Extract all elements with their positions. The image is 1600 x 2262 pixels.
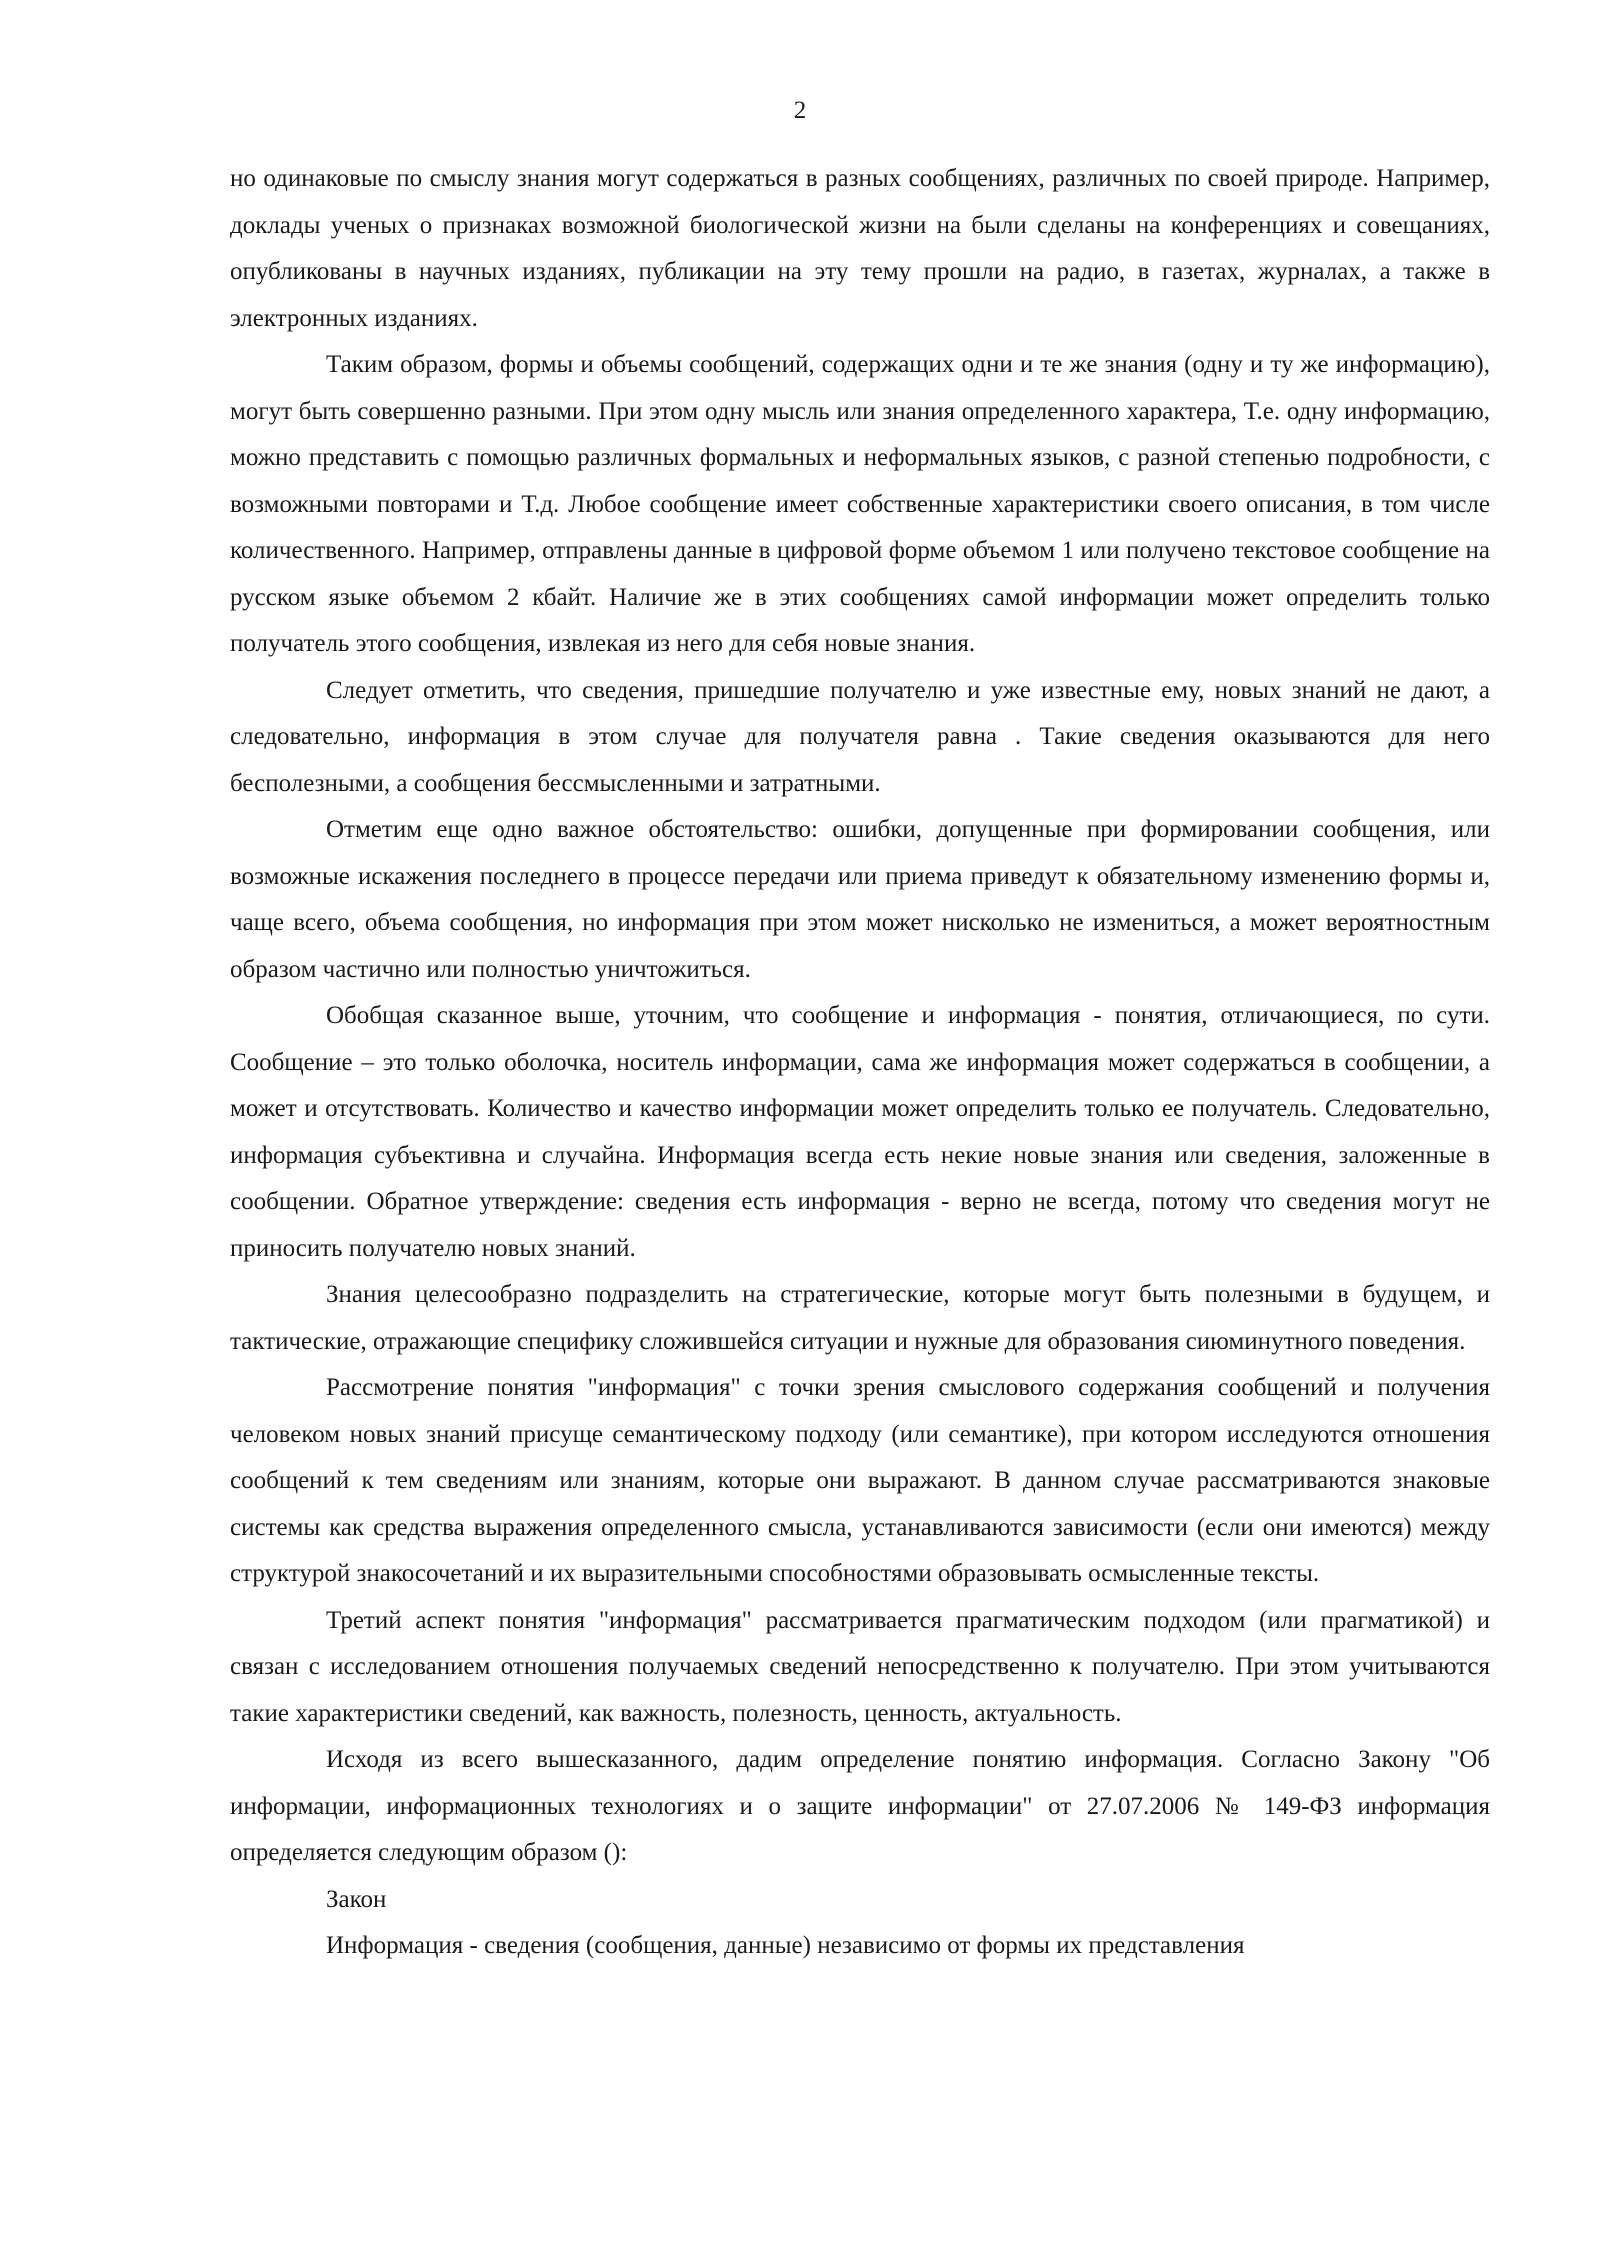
document-body (230, 156, 1490, 1970)
paragraph-9: Исходя из всего вышесказанного, дадим определение понятию информация. Согласно Закону "Об информации, информационных технологиях и о защите информации" от 27.07.2006 № 149-ФЗ информация определяется следующим образом (): (230, 1746, 1490, 1866)
paragraph-5: Обобщая сказанное выше, уточним, что сообщение и информация - понятия, отличающиеся, по сути. Сообщение – это только оболочка, носитель информации, сама же информация может содержаться в сообщении, а может и отсутствовать. Количество и качество информации может определить только ее получатель. Следовательно, информация субъективна и случайна. Информация всегда есть некие новые знания или сведения, заложенные в сообщении. Обратное утверждение: сведения есть информация - верно не всегда, потому что сведения могут не приносить получателю новых знаний. (230, 1002, 1490, 1262)
paragraph-2: Таким образом, формы и объемы сообщений, содержащих одни и те же знания (одну и ту же информацию), могут быть совершенно разными. При этом одну мысль или знания определенного характера, Т.е. одну информацию, можно представить с помощью различных формальных и неформальных языков, с разной степенью подробности, с возможными повторами и Т.д. Любое сообщение имеет собственные характеристики своего описания, в том числе количественного. Например, отправлены данные в цифровой форме объемом 1 или получено текстовое сообщение на русском языке объемом 2 кбайт. Наличие же в этих сообщениях самой информации может определить только получатель этого сообщения, извлекая из него для себя новые знания. (230, 351, 1490, 657)
paragraph-1: но одинаковые по смыслу знания могут содержаться в разных сообщениях, различных по своей природе. Например, доклады ученых о признаках возможной биологической жизни на были сделаны на конференциях и совещаниях, опубликованы в научных изданиях, публикации на эту тему прошли на радио, в газетах, журналах, а также в электронных изданиях. (230, 165, 1490, 332)
paragraph-7: Рассмотрение понятия "информация" с точки зрения смыслового содержания сообщений и получения человеком новых знаний присуще семантическому подходу (или семантике), при котором исследуются отношения сообщений к тем сведениям или знаниям, которые они выражают. В данном случае рассматриваются знаковые системы как средства выражения определенного смысла, устанавливаются зависимости (если они имеются) между структурой знакосочетаний и их выразительными способностями образовывать осмысленные тексты. (230, 1374, 1490, 1587)
paragraph-11: Информация - сведения (сообщения, данные) независимо от формы их представления (326, 1932, 1245, 1959)
paragraph-10: Закон (326, 1885, 387, 1913)
page-number: 2 (793, 97, 807, 124)
paragraph-3: Следует отметить, что сведения, пришедшие получателю и уже известные ему, новых знаний не дают, а следовательно, информация в этом случае для получателя равна . Такие сведения оказываются для него бесполезными, а сообщения бессмысленными и затратными. (230, 676, 1490, 797)
paragraph-4: Отметим еще одно важное обстоятельство: ошибки, допущенные при формировании сообщения, или возможные искажения последнего в процессе передачи или приема приведут к обязательному изменению формы и, чаще всего, объема сообщения, но информация при этом может нисколько не измениться, а может вероятностным образом частично или полностью уничтожиться. (230, 816, 1490, 983)
paragraph-8: Третий аспект понятия "информация" рассматривается прагматическим подходом (или прагматикой) и связан с исследованием отношения получаемых сведений непосредственно к получателю. При этом учитываются такие характеристики сведений, как важность, полезность, ценность, актуальность. (230, 1606, 1490, 1727)
paragraph-6: Знания целесообразно подразделить на стратегические, которые могут быть полезными в будущем, и тактические, отражающие специфику сложившейся ситуации и нужные для образования сиюминутного поведения. (230, 1281, 1490, 1355)
